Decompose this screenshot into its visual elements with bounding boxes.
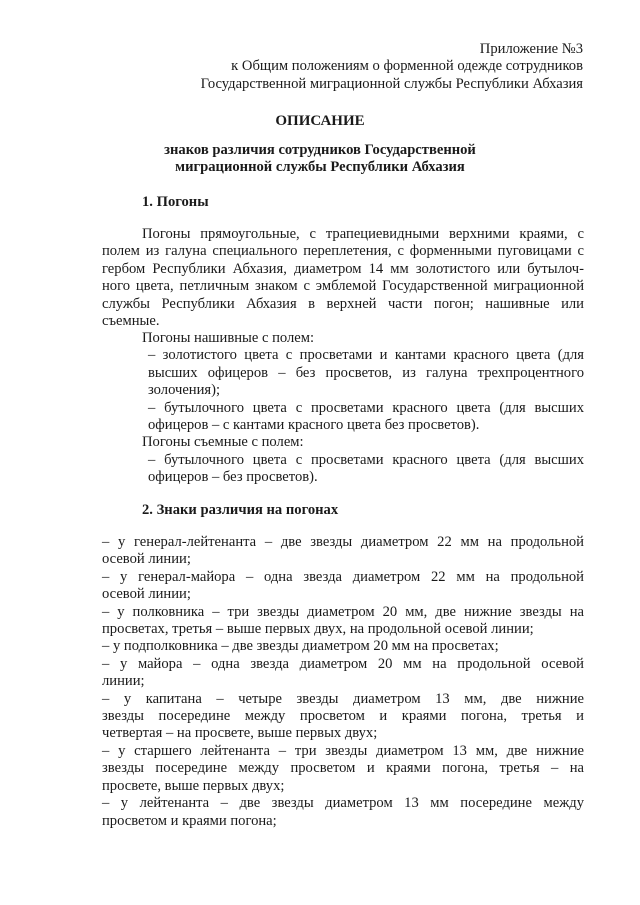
sewn-item-gold — [102, 347, 584, 399]
text-line: просветом и краями погона; — [102, 812, 277, 829]
text-line: просветах, третья – выше первых двух, на продольной осевой линии; — [102, 621, 534, 638]
text-line: осевой линии; — [102, 551, 191, 568]
removable-item-bottle — [102, 452, 584, 487]
text-line: – у полковника – три звезды диаметром 20 мм, две нижние звезды на — [102, 603, 584, 620]
text-line: съемные. — [102, 313, 160, 330]
text-line: просвете, выше первых двух; — [102, 777, 285, 794]
list-item — [102, 691, 584, 743]
text-line: – у капитана – четыре звезды диаметром 13 мм, две нижние — [102, 690, 584, 707]
text-line: высших офицеров – без просветов, из галуна трехпроцентного — [148, 364, 584, 381]
document-subtitle — [0, 142, 640, 177]
text-line: – золотистого цвета с просветами и кантами красного цвета (для — [148, 347, 584, 364]
text-line: – у подполковника – две звезды диаметром 20 мм на просветах; — [102, 638, 499, 655]
text-line: – у лейтенанта – две звезды диаметром 13 мм посередине между — [102, 795, 584, 812]
list-item — [102, 604, 584, 639]
list-item — [102, 795, 584, 830]
text-line: – бутылочного цвета с просветами красного цвета (для высших — [148, 451, 584, 468]
text-line: звезды посередине между просветом и краями погона, третья – на — [102, 760, 584, 777]
text-line: звезды посередине между просветом и краями погона, третья и — [102, 708, 584, 725]
appendix-number: Приложение №3 — [479, 41, 583, 57]
text-line: осевой линии; — [102, 586, 191, 603]
sewn-heading: Погоны нашивные с полем: — [142, 330, 315, 346]
text-line: офицеров – с кантами красного цвета без просветов). — [148, 417, 480, 434]
section2-heading: 2. Знаки различия на погонах — [142, 502, 339, 518]
text-line: службы Республики Абхазия в верхней части погон; нашивные или — [102, 295, 584, 312]
list-item — [102, 569, 584, 604]
text-line: офицеров – без просветов). — [148, 469, 318, 486]
text-line: золочения); — [148, 382, 221, 399]
appendix-organization: Государственной миграционной службы Республики Абхазия — [200, 75, 583, 92]
text-line: четвертая – на просвете, выше первых двух; — [102, 725, 378, 742]
section2-list — [102, 534, 584, 830]
text-line: – бутылочного цвета с просветами красного цвета (для высших — [148, 399, 584, 416]
text-line: – у генерал-лейтенанта – две звезды диаметром 22 мм на продольной — [102, 534, 584, 550]
section1-sewn — [102, 330, 584, 487]
list-item — [102, 743, 584, 795]
text-line: ного цвета, петличным знаком с эмблемой Государственной миграционной — [102, 278, 584, 295]
text-line: Погоны прямоугольные, с трапециевидными верхними краями, с — [142, 226, 584, 242]
sewn-item-bottle — [102, 400, 584, 435]
text-line: – у генерал-майора – одна звезда диаметром 22 мм на продольной — [102, 568, 584, 585]
text-line: – у майора – одна звезда диаметром 20 мм на продольной осевой — [102, 655, 584, 672]
text-line: линии; — [102, 673, 145, 690]
removable-heading: Погоны съемные с полем: — [142, 434, 304, 451]
subtitle-line: знаков различия сотрудников Государственной — [164, 142, 476, 158]
section1-heading: 1. Погоны — [142, 194, 209, 210]
text-line: гербом Республики Абхазия, диаметром 14 мм золотистого или бутылоч- — [102, 260, 584, 277]
list-item — [102, 534, 584, 569]
text-line: – у старшего лейтенанта – три звезды диаметром 13 мм, две нижние — [102, 742, 584, 759]
appendix-header — [123, 41, 583, 93]
subtitle-line: миграционной службы Республики Абхазия — [175, 159, 465, 176]
appendix-reference: к Общим положениям о форменной одежде сотрудников — [231, 58, 583, 75]
list-item — [102, 656, 584, 691]
list-item — [102, 638, 584, 655]
section1-intro — [102, 226, 584, 330]
text-line: полем из галуна специального переплетения, с форменными пуговицами с — [102, 243, 584, 260]
document-title: ОПИСАНИЕ — [275, 113, 365, 129]
